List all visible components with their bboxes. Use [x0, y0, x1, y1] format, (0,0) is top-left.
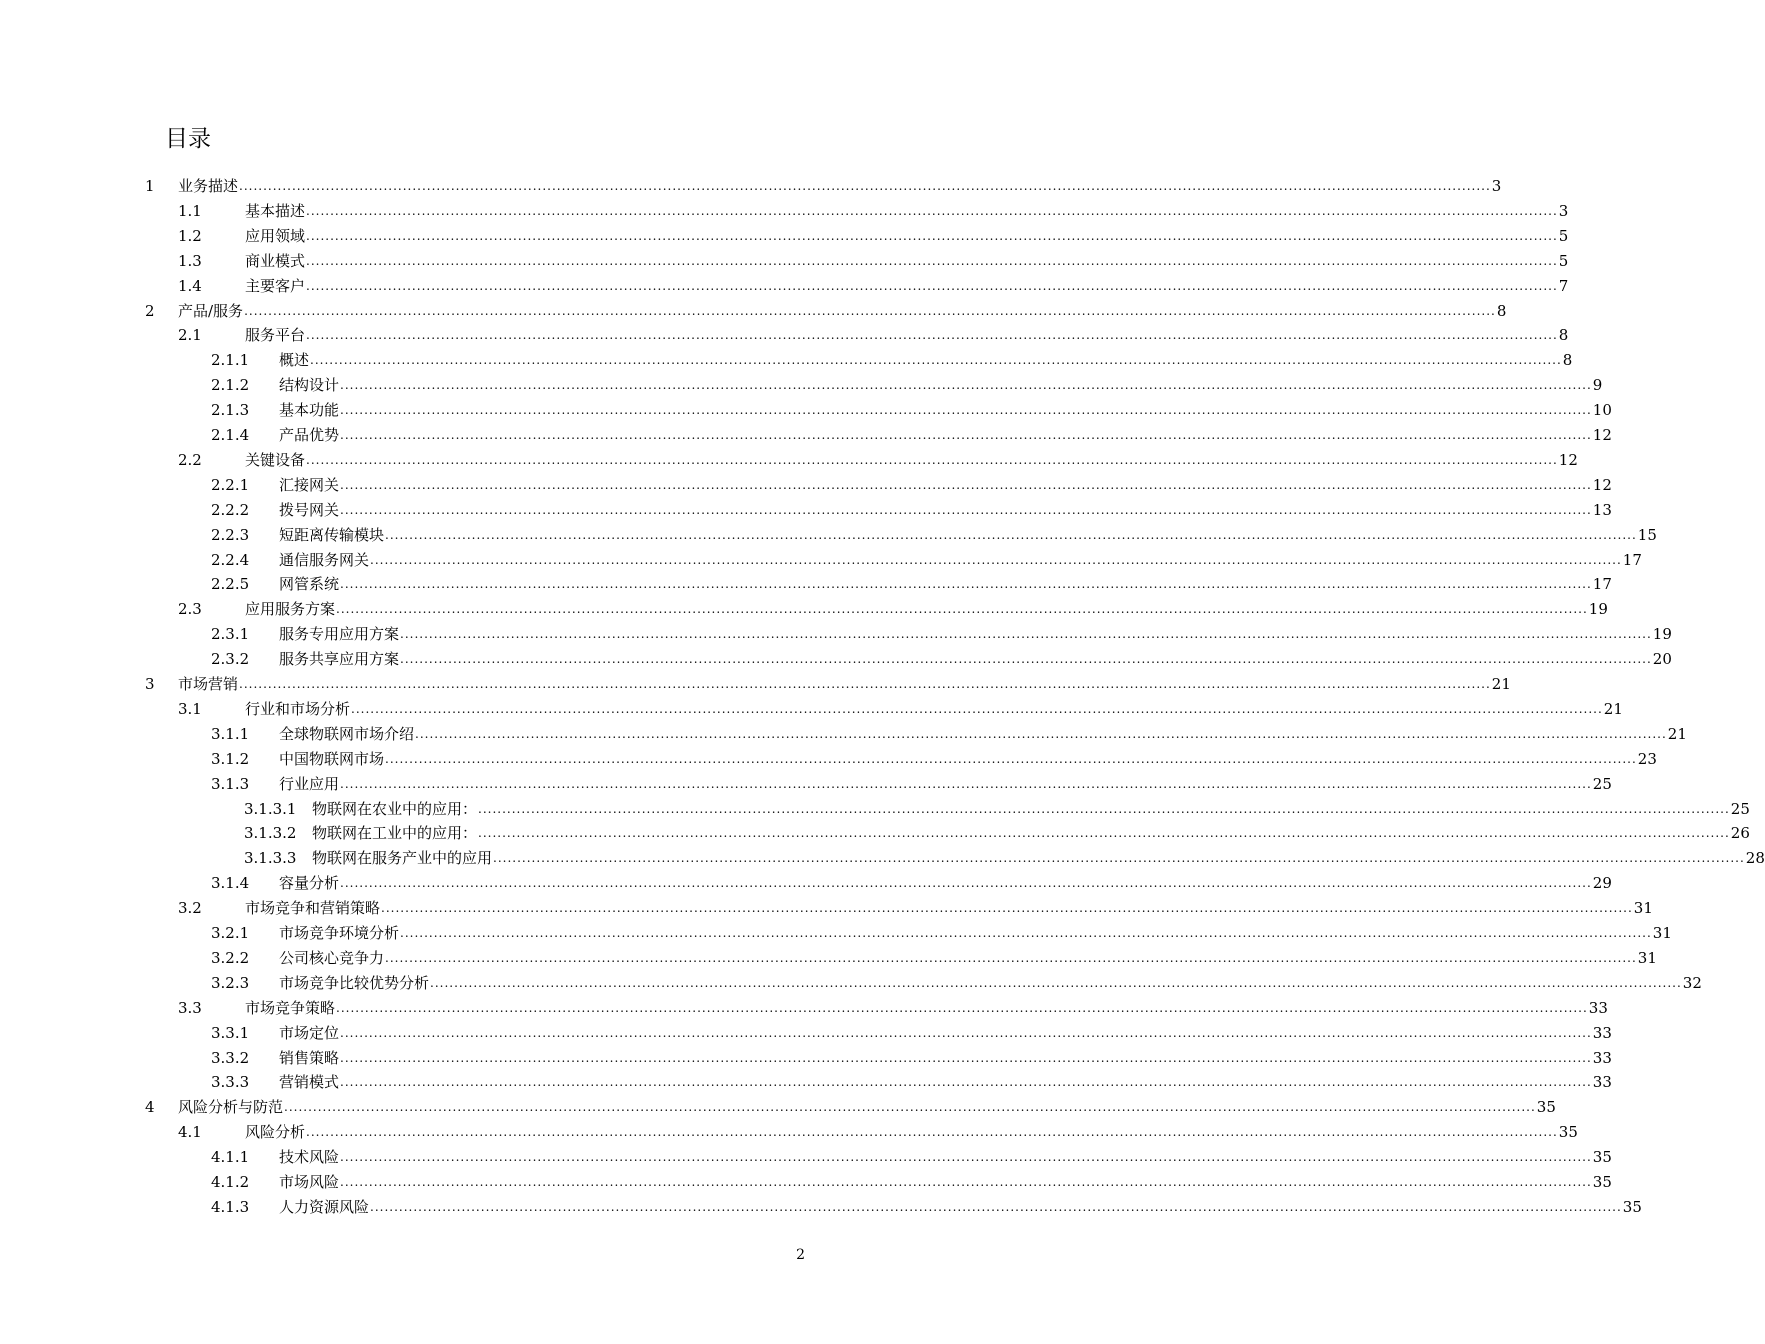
toc-entry-number: 2.2.4	[211, 550, 250, 569]
toc-entry-number: 2.3.2	[211, 650, 250, 669]
toc-entry-label: 市场竞争策略	[245, 996, 336, 1021]
toc-dot-leader: ....................................................................................................................................................................................................................................................................	[306, 203, 1558, 218]
toc-entry-label: 通信服务网关	[279, 548, 370, 573]
toc-dot-leader: ....................................................................................................................................................................................................................................................................	[306, 1125, 1558, 1140]
toc-entry-label: 技术风险	[279, 1145, 340, 1170]
toc-entry[interactable]	[211, 348, 1573, 373]
toc-entry-page: 33	[1588, 996, 1608, 1021]
toc-entry-number: 3.1.3.2	[244, 824, 297, 843]
toc-entry-page: 35	[1592, 1170, 1612, 1195]
toc-entry-page: 20	[1652, 647, 1672, 672]
toc-dot-leader: ....................................................................................................................................................................................................................................................................	[340, 378, 1592, 393]
toc-entry-number: 3.3.1	[211, 1023, 250, 1042]
toc-dot-leader: ....................................................................................................................................................................................................................................................................	[284, 1100, 1536, 1115]
toc-entry[interactable]	[178, 697, 1623, 722]
page-number: 2	[796, 1247, 805, 1263]
toc-entry-page: 32	[1682, 971, 1702, 996]
toc-dot-leader: ....................................................................................................................................................................................................................................................................	[306, 278, 1558, 293]
toc-entry-page: 13	[1592, 498, 1612, 523]
toc-entry[interactable]	[211, 647, 1672, 672]
toc-entry[interactable]	[211, 747, 1657, 772]
toc-entry-number: 3.2.2	[211, 948, 250, 967]
toc-entry[interactable]	[211, 1070, 1612, 1095]
toc-dot-leader: ....................................................................................................................................................................................................................................................................	[478, 826, 1730, 841]
toc-entry[interactable]	[211, 548, 1642, 573]
toc-entry[interactable]	[211, 1046, 1612, 1071]
toc-entry-page: 33	[1592, 1070, 1612, 1095]
toc-entry-number: 2.3	[178, 600, 202, 619]
toc-entry[interactable]	[145, 174, 1502, 199]
toc-entry[interactable]	[211, 373, 1603, 398]
toc-entry-number: 3.1	[178, 699, 202, 718]
toc-dot-leader: ....................................................................................................................................................................................................................................................................	[340, 1050, 1592, 1065]
toc-entry-page: 5	[1558, 224, 1569, 249]
toc-entry-number: 3.3.2	[211, 1048, 250, 1067]
toc-entry-number: 3.2.3	[211, 973, 250, 992]
toc-entry-label: 物联网在工业中的应用：	[312, 821, 478, 846]
toc-entry-label: 应用领域	[245, 224, 306, 249]
toc-entry-page: 28	[1745, 846, 1765, 871]
toc-entry[interactable]	[244, 846, 1765, 871]
toc-entry-label: 市场竞争比较优势分析	[279, 971, 430, 996]
toc-entry-number: 1.1	[178, 201, 202, 220]
toc-entry[interactable]	[178, 199, 1569, 224]
toc-entry-label: 应用服务方案	[245, 597, 336, 622]
toc-entry-number: 3.1.3	[211, 774, 250, 793]
toc-dot-leader: ....................................................................................................................................................................................................................................................................	[430, 975, 1682, 990]
toc-entry-number: 2.1.1	[211, 351, 250, 370]
toc-dot-leader: ....................................................................................................................................................................................................................................................................	[340, 1175, 1592, 1189]
toc-entry-label: 容量分析	[279, 871, 340, 896]
toc-dot-leader: ....................................................................................................................................................................................................................................................................	[493, 851, 1745, 866]
toc-dot-leader: ....................................................................................................................................................................................................................................................................	[400, 926, 1652, 940]
toc-dot-leader: ....................................................................................................................................................................................................................................................................	[340, 776, 1592, 791]
toc-entry-number: 1.3	[178, 251, 202, 270]
toc-entry-label: 风险分析与防范	[178, 1095, 284, 1120]
toc-entry[interactable]	[178, 323, 1569, 348]
toc-entry[interactable]	[211, 722, 1687, 747]
toc-dot-leader: ....................................................................................................................................................................................................................................................................	[244, 303, 1496, 318]
toc-entry-label: 市场风险	[279, 1170, 340, 1195]
toc-entry-number: 2.1.4	[211, 426, 250, 444]
toc-entry-page: 35	[1592, 1145, 1612, 1170]
toc-entry[interactable]	[211, 871, 1612, 896]
toc-entry-label: 产品优势	[279, 423, 340, 448]
toc-dot-leader: ....................................................................................................................................................................................................................................................................	[340, 1025, 1592, 1040]
toc-entry[interactable]	[211, 921, 1672, 946]
toc-dot-leader: ....................................................................................................................................................................................................................................................................	[239, 677, 1491, 691]
toc-entry-number: 2.2	[178, 450, 202, 469]
toc-entry-number: 4	[145, 1098, 155, 1117]
toc-entry-page: 17	[1592, 572, 1612, 597]
toc-entry-number: 3.1.4	[211, 874, 250, 893]
toc-entry-label: 市场竞争和营销策略	[245, 896, 381, 921]
toc-entry[interactable]	[211, 473, 1612, 498]
toc-dot-leader: ....................................................................................................................................................................................................................................................................	[306, 228, 1558, 243]
toc-entry-page: 7	[1558, 274, 1569, 299]
toc-entry-page: 8	[1496, 299, 1507, 324]
toc-entry-label: 关键设备	[245, 448, 306, 473]
toc-entry[interactable]	[145, 299, 1507, 324]
toc-entry[interactable]	[211, 1195, 1642, 1220]
toc-entry[interactable]	[211, 971, 1702, 996]
toc-entry-page: 3	[1491, 174, 1502, 199]
toc-entry[interactable]	[211, 1170, 1612, 1195]
toc-entry-number: 1.4	[178, 276, 202, 295]
toc-entry-page: 15	[1637, 523, 1657, 548]
toc-entry-label: 服务专用应用方案	[279, 622, 400, 647]
toc-entry-number: 2.2.3	[211, 525, 250, 544]
toc-entry-page: 12	[1592, 423, 1612, 448]
toc-entry[interactable]	[211, 772, 1612, 797]
toc-entry-label: 结构设计	[279, 373, 340, 398]
toc-entry-page: 12	[1592, 473, 1612, 498]
toc-entry-label: 基本描述	[245, 199, 306, 224]
toc-entry-page: 29	[1592, 871, 1612, 896]
toc-dot-leader: ....................................................................................................................................................................................................................................................................	[306, 452, 1558, 467]
toc-entry-label: 主要客户	[245, 274, 306, 299]
toc-entry-label: 服务平台	[245, 323, 306, 348]
toc-dot-leader: ....................................................................................................................................................................................................................................................................	[351, 701, 1603, 716]
toc-dot-leader: ....................................................................................................................................................................................................................................................................	[340, 428, 1592, 442]
toc-entry-number: 2	[145, 301, 155, 320]
toc-entry-page: 31	[1633, 896, 1653, 921]
toc-entry-number: 4.1.2	[211, 1173, 250, 1191]
toc-entry[interactable]	[211, 423, 1612, 448]
toc-entry-page: 33	[1592, 1021, 1612, 1046]
toc-entry-page: 10	[1592, 398, 1612, 423]
toc-dot-leader: ....................................................................................................................................................................................................................................................................	[340, 477, 1592, 492]
toc-entry-page: 31	[1652, 921, 1672, 946]
toc-dot-leader: ....................................................................................................................................................................................................................................................................	[340, 403, 1592, 418]
toc-dot-leader: ....................................................................................................................................................................................................................................................................	[336, 1000, 1588, 1015]
toc-entry[interactable]	[211, 572, 1612, 597]
toc-entry-page: 21	[1491, 672, 1511, 697]
toc-entry-label: 市场竞争环境分析	[279, 921, 400, 946]
toc-entry-label: 人力资源风险	[279, 1195, 370, 1220]
toc-entry-page: 9	[1592, 373, 1603, 398]
toc-dot-leader: ....................................................................................................................................................................................................................................................................	[478, 801, 1730, 816]
toc-entry-number: 1	[145, 177, 155, 195]
toc-entry[interactable]	[178, 448, 1578, 473]
toc-dot-leader: ....................................................................................................................................................................................................................................................................	[340, 876, 1592, 891]
toc-dot-leader: ....................................................................................................................................................................................................................................................................	[340, 1150, 1592, 1165]
toc-entry-page: 21	[1667, 722, 1687, 747]
toc-dot-leader: ....................................................................................................................................................................................................................................................................	[415, 726, 1667, 741]
toc-entry[interactable]	[178, 996, 1608, 1021]
toc-dot-leader: ....................................................................................................................................................................................................................................................................	[370, 1199, 1622, 1214]
toc-entry-number: 4.1.3	[211, 1197, 250, 1216]
toc-entry-label: 物联网在服务产业中的应用	[312, 846, 493, 871]
toc-dot-leader: ....................................................................................................................................................................................................................................................................	[370, 552, 1622, 567]
toc-entry-number: 1.2	[178, 226, 202, 245]
toc-entry-label: 短距离传输模块	[279, 523, 385, 548]
toc-entry-label: 市场营销	[178, 672, 239, 697]
toc-entry-label: 汇接网关	[279, 473, 340, 498]
toc-dot-leader: ....................................................................................................................................................................................................................................................................	[400, 627, 1652, 642]
toc-entry[interactable]	[211, 1145, 1612, 1170]
toc-entry[interactable]	[178, 597, 1608, 622]
toc-entry-number: 3.2	[178, 899, 202, 918]
toc-entry[interactable]	[178, 274, 1569, 299]
toc-dot-leader: ....................................................................................................................................................................................................................................................................	[340, 502, 1592, 517]
toc-entry-number: 3.3	[178, 998, 202, 1017]
toc-entry-label: 风险分析	[245, 1120, 306, 1145]
toc-entry-number: 2.2.5	[211, 575, 250, 594]
toc-dot-leader: ....................................................................................................................................................................................................................................................................	[385, 751, 1637, 766]
toc-entry-page: 17	[1622, 548, 1642, 573]
toc-dot-leader: ....................................................................................................................................................................................................................................................................	[385, 950, 1637, 965]
toc-entry-label: 业务描述	[178, 174, 239, 199]
toc-dot-leader: ....................................................................................................................................................................................................................................................................	[385, 527, 1637, 542]
toc-entry-label: 行业应用	[279, 772, 340, 797]
toc-dot-leader: ....................................................................................................................................................................................................................................................................	[340, 577, 1592, 592]
toc-title: 目录	[165, 126, 211, 152]
toc-entry-label: 产品/服务	[178, 299, 244, 324]
toc-entry-page: 8	[1562, 348, 1573, 373]
toc-entry-label: 网管系统	[279, 572, 340, 597]
toc-entry[interactable]	[178, 224, 1569, 249]
toc-entry-label: 物联网在农业中的应用：	[312, 797, 478, 822]
toc-entry-label: 中国物联网市场	[279, 747, 385, 772]
toc-entry-number: 2.2.2	[211, 500, 250, 519]
toc-entry-page: 35	[1622, 1195, 1642, 1220]
toc-entry[interactable]	[145, 1095, 1556, 1120]
toc-entry[interactable]	[211, 523, 1657, 548]
toc-dot-leader: ....................................................................................................................................................................................................................................................................	[400, 652, 1652, 667]
toc-entry[interactable]	[244, 797, 1750, 822]
toc-entry-label: 概述	[279, 348, 310, 373]
toc-entry[interactable]	[145, 672, 1511, 697]
toc-entry-number: 2.1.3	[211, 401, 250, 420]
toc-entry-page: 21	[1603, 697, 1623, 722]
toc-entry[interactable]	[211, 1021, 1612, 1046]
toc-dot-leader: ....................................................................................................................................................................................................................................................................	[306, 253, 1558, 268]
toc-entry-label: 全球物联网市场介绍	[279, 722, 415, 747]
toc-entry-number: 3.2.1	[211, 924, 250, 942]
toc-dot-leader: ....................................................................................................................................................................................................................................................................	[306, 328, 1558, 343]
toc-entry-page: 5	[1558, 249, 1569, 274]
toc-entry-number: 3.1.3.1	[244, 799, 297, 818]
toc-dot-leader: ....................................................................................................................................................................................................................................................................	[239, 179, 1491, 193]
toc-entry[interactable]	[211, 622, 1672, 647]
toc-entry-page: 19	[1588, 597, 1608, 622]
toc-entry-number: 3.1.3.3	[244, 849, 297, 868]
toc-entry-label: 市场定位	[279, 1021, 340, 1046]
toc-entry-page: 19	[1652, 622, 1672, 647]
toc-entry-page: 23	[1637, 747, 1657, 772]
toc-entry[interactable]	[178, 1120, 1578, 1145]
toc-dot-leader: ....................................................................................................................................................................................................................................................................	[381, 901, 1633, 916]
toc-entry-page: 33	[1592, 1046, 1612, 1071]
toc-entry[interactable]	[178, 249, 1569, 274]
toc-entry[interactable]	[211, 946, 1657, 971]
toc-entry-page: 35	[1536, 1095, 1556, 1120]
toc-entry-label: 公司核心竞争力	[279, 946, 385, 971]
toc-entry-page: 35	[1558, 1120, 1578, 1145]
toc-entry-label: 拨号网关	[279, 498, 340, 523]
toc-entry-label: 营销模式	[279, 1070, 340, 1095]
toc-entry[interactable]	[211, 398, 1612, 423]
toc-entry-page: 25	[1730, 797, 1750, 822]
toc-entry[interactable]	[178, 896, 1653, 921]
toc-entry-number: 2.3.1	[211, 625, 250, 644]
toc-entry-label: 基本功能	[279, 398, 340, 423]
toc-entry-number: 4.1	[178, 1123, 202, 1142]
toc-entry[interactable]	[244, 821, 1750, 846]
toc-entry-label: 行业和市场分析	[245, 697, 351, 722]
toc-entry-number: 2.1.2	[211, 376, 250, 395]
toc-entry-number: 2.2.1	[211, 475, 250, 494]
toc-entry-page: 12	[1558, 448, 1578, 473]
toc-entry-page: 3	[1558, 199, 1569, 224]
toc-entry-number: 3.1.1	[211, 724, 250, 743]
toc-entry-number: 2.1	[178, 326, 202, 345]
toc-entry-number: 4.1.1	[211, 1148, 250, 1167]
toc-entry-number: 3.1.2	[211, 749, 250, 768]
toc-entry-label: 商业模式	[245, 249, 306, 274]
toc-entry-number: 3	[145, 675, 155, 693]
toc-entry-page: 31	[1637, 946, 1657, 971]
toc-entry-page: 8	[1558, 323, 1569, 348]
toc-dot-leader: ....................................................................................................................................................................................................................................................................	[336, 602, 1588, 617]
toc-entry-label: 销售策略	[279, 1046, 340, 1071]
toc-entry[interactable]	[211, 498, 1612, 523]
toc-entry-page: 26	[1730, 821, 1750, 846]
toc-entry-label: 服务共享应用方案	[279, 647, 400, 672]
toc-entry-number: 3.3.3	[211, 1073, 250, 1092]
toc-dot-leader: ....................................................................................................................................................................................................................................................................	[340, 1075, 1592, 1090]
toc-dot-leader: ....................................................................................................................................................................................................................................................................	[310, 353, 1562, 368]
toc-entry-page: 25	[1592, 772, 1612, 797]
